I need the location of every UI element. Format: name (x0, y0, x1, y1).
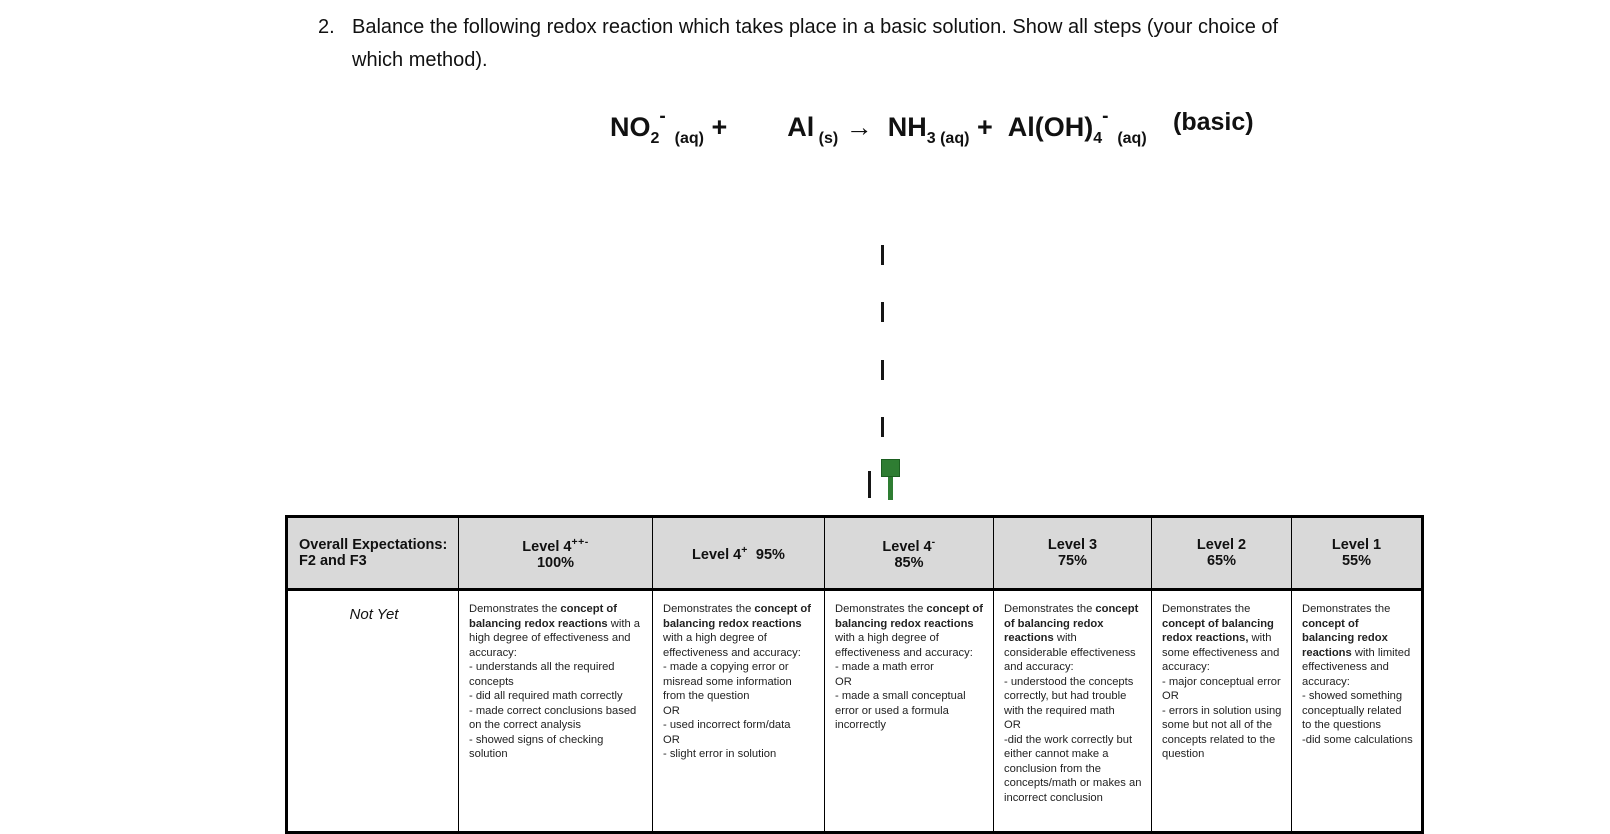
text-segment: with limited effectiveness and accuracy: (1302, 646, 1411, 688)
text-segment: 100% (536, 554, 575, 571)
text-segment: + Al(OH) (969, 112, 1094, 142)
rubric-body-cell-6 (1152, 590, 1292, 833)
chemical-equation (610, 106, 1147, 148)
rubric-body-row (287, 590, 1423, 833)
text-segment: Level 1 (1331, 537, 1382, 553)
text-segment: Demonstrates the (1302, 603, 1391, 615)
text-segment: concept of balancing redox reactions (663, 603, 811, 630)
text-segment: 85% (894, 554, 924, 571)
rubric-header-cell-4 (825, 517, 994, 590)
subscript: (aq) (935, 130, 970, 147)
rubric-body-cell-7 (1292, 590, 1423, 833)
text-segment: concept of balancing redox reactions (1302, 617, 1388, 659)
subscript: 3 (926, 130, 936, 147)
subscript: (aq) (1108, 130, 1147, 147)
rubric-header-cell-3 (653, 517, 825, 590)
text-segment: → NH (838, 112, 927, 142)
text-segment: F2 and F3 (299, 553, 367, 569)
text-segment: Level 4 (882, 538, 932, 555)
text-segment: concept of balancing redox reactions (835, 603, 983, 630)
rubric-body-cell-4 (825, 590, 994, 833)
text-segment: concept of balancing redox reactions (469, 603, 617, 630)
text-segment: 65% (1206, 553, 1237, 569)
rubric-header-cell-7 (1292, 517, 1423, 590)
text-segment: - major conceptual error (1162, 675, 1281, 688)
subscript: 2 (650, 130, 660, 147)
text-segment: Demonstrates the (469, 603, 561, 615)
text-segment: - made a math error (835, 661, 934, 673)
text-segment: - showed something conceptually related to the questions (1302, 690, 1403, 731)
question-block (318, 11, 1278, 77)
vertical-bar-mark (881, 360, 884, 380)
text-segment: OR (663, 733, 680, 746)
text-segment: 55% (1341, 553, 1372, 569)
superscript: - (1102, 106, 1109, 127)
text-segment: NO (610, 112, 651, 142)
text-segment: Al (787, 112, 815, 142)
text-segment: Level 4 (522, 538, 572, 555)
text-segment: OR (835, 675, 852, 688)
text-segment: Not Yet (349, 606, 399, 623)
subscript: (aq) (665, 130, 704, 147)
vertical-bar-mark (881, 245, 884, 265)
text-segment: Demonstrates the (663, 603, 755, 615)
subscript: (s) (814, 130, 839, 147)
rubric-body-cell-1 (287, 590, 459, 833)
text-segment: Level 2 (1196, 537, 1247, 553)
text-segment: - made a small conceptual error or used a formula incorrectly (835, 690, 966, 731)
superscript: - (931, 535, 936, 548)
text-segment: with a high degree of effectiveness and accuracy: (663, 632, 801, 659)
text-segment: - showed signs of checking solution (469, 733, 604, 760)
text-segment: Demonstrates the (1004, 603, 1096, 615)
rubric-body-cell-2 (459, 590, 653, 833)
text-segment: OR (1162, 690, 1179, 702)
subscript: 4 (1093, 130, 1103, 147)
vertical-bar-mark (881, 417, 884, 437)
text-segment: - slight error in solution (663, 748, 777, 760)
text-segment: Level 4 (692, 546, 742, 563)
rubric-header-row (287, 517, 1423, 590)
collaborator-cursor-flag-icon (881, 459, 900, 477)
rubric-header-cell-6 (1152, 517, 1292, 590)
question-line: Balance the following redox reaction which takes place in a basic solution. Show all steps (your choice of (352, 16, 1279, 38)
text-segment: OR (1004, 719, 1021, 731)
text-segment: concept of balancing redox reactions (1004, 603, 1139, 644)
rubric-body-cell-3 (653, 590, 825, 833)
text-segment: -did the work correctly but either cannot make a conclusion from the concepts/math or makes an incorrect conclusion (1004, 733, 1142, 804)
text-segment: - errors in solution using some but not all of the concepts related to the question (1162, 704, 1282, 760)
text-segment: - made correct conclusions based on the correct analysis (469, 704, 637, 731)
text-segment: -did some calculations (1302, 733, 1413, 746)
rubric-header-cell-1 (287, 517, 459, 590)
text-segment: - understands all the required concepts (469, 661, 615, 688)
text-caret (868, 471, 871, 498)
question-text (352, 11, 1278, 77)
text-segment: - did all required math correctly (469, 690, 623, 702)
text-segment: concept of balancing redox reactions, (1162, 617, 1274, 644)
question-number: 2. (318, 16, 335, 38)
rubric-header-cell-2 (459, 517, 653, 590)
superscript: - (659, 106, 666, 127)
text-segment: 95% (747, 546, 785, 563)
text-segment: - made a copying error or misread some information from the question (663, 661, 792, 702)
superscript: ++- (571, 535, 589, 548)
vertical-bar-mark (881, 302, 884, 322)
text-segment: Overall Expectations: (299, 537, 448, 553)
text-segment: with a high degree of effectiveness and accuracy: (469, 617, 640, 659)
basic-condition-label: (basic) (1173, 108, 1254, 136)
text-segment: - understood the concepts correctly, but had trouble with the required math (1004, 675, 1134, 717)
text-segment: OR (663, 704, 680, 717)
text-segment: with a high degree of effectiveness and accuracy: (835, 632, 973, 659)
rubric-table (285, 515, 1424, 834)
text-segment: with some effectiveness and accuracy: (1162, 632, 1280, 673)
text-segment: Demonstrates the (835, 603, 927, 615)
text-segment: Demonstrates the (1162, 603, 1251, 615)
text-segment: + (703, 112, 788, 142)
text-segment: Level 3 (1047, 537, 1098, 553)
text-segment: - used incorrect form/data (663, 719, 791, 731)
superscript: + (741, 543, 748, 556)
rubric-body-cell-5 (994, 590, 1152, 833)
text-segment: 75% (1057, 553, 1088, 569)
text-segment: with considerable effectiveness and accuracy: (1004, 632, 1136, 673)
rubric-header-cell-5 (994, 517, 1152, 590)
question-line: which method). (352, 49, 488, 71)
